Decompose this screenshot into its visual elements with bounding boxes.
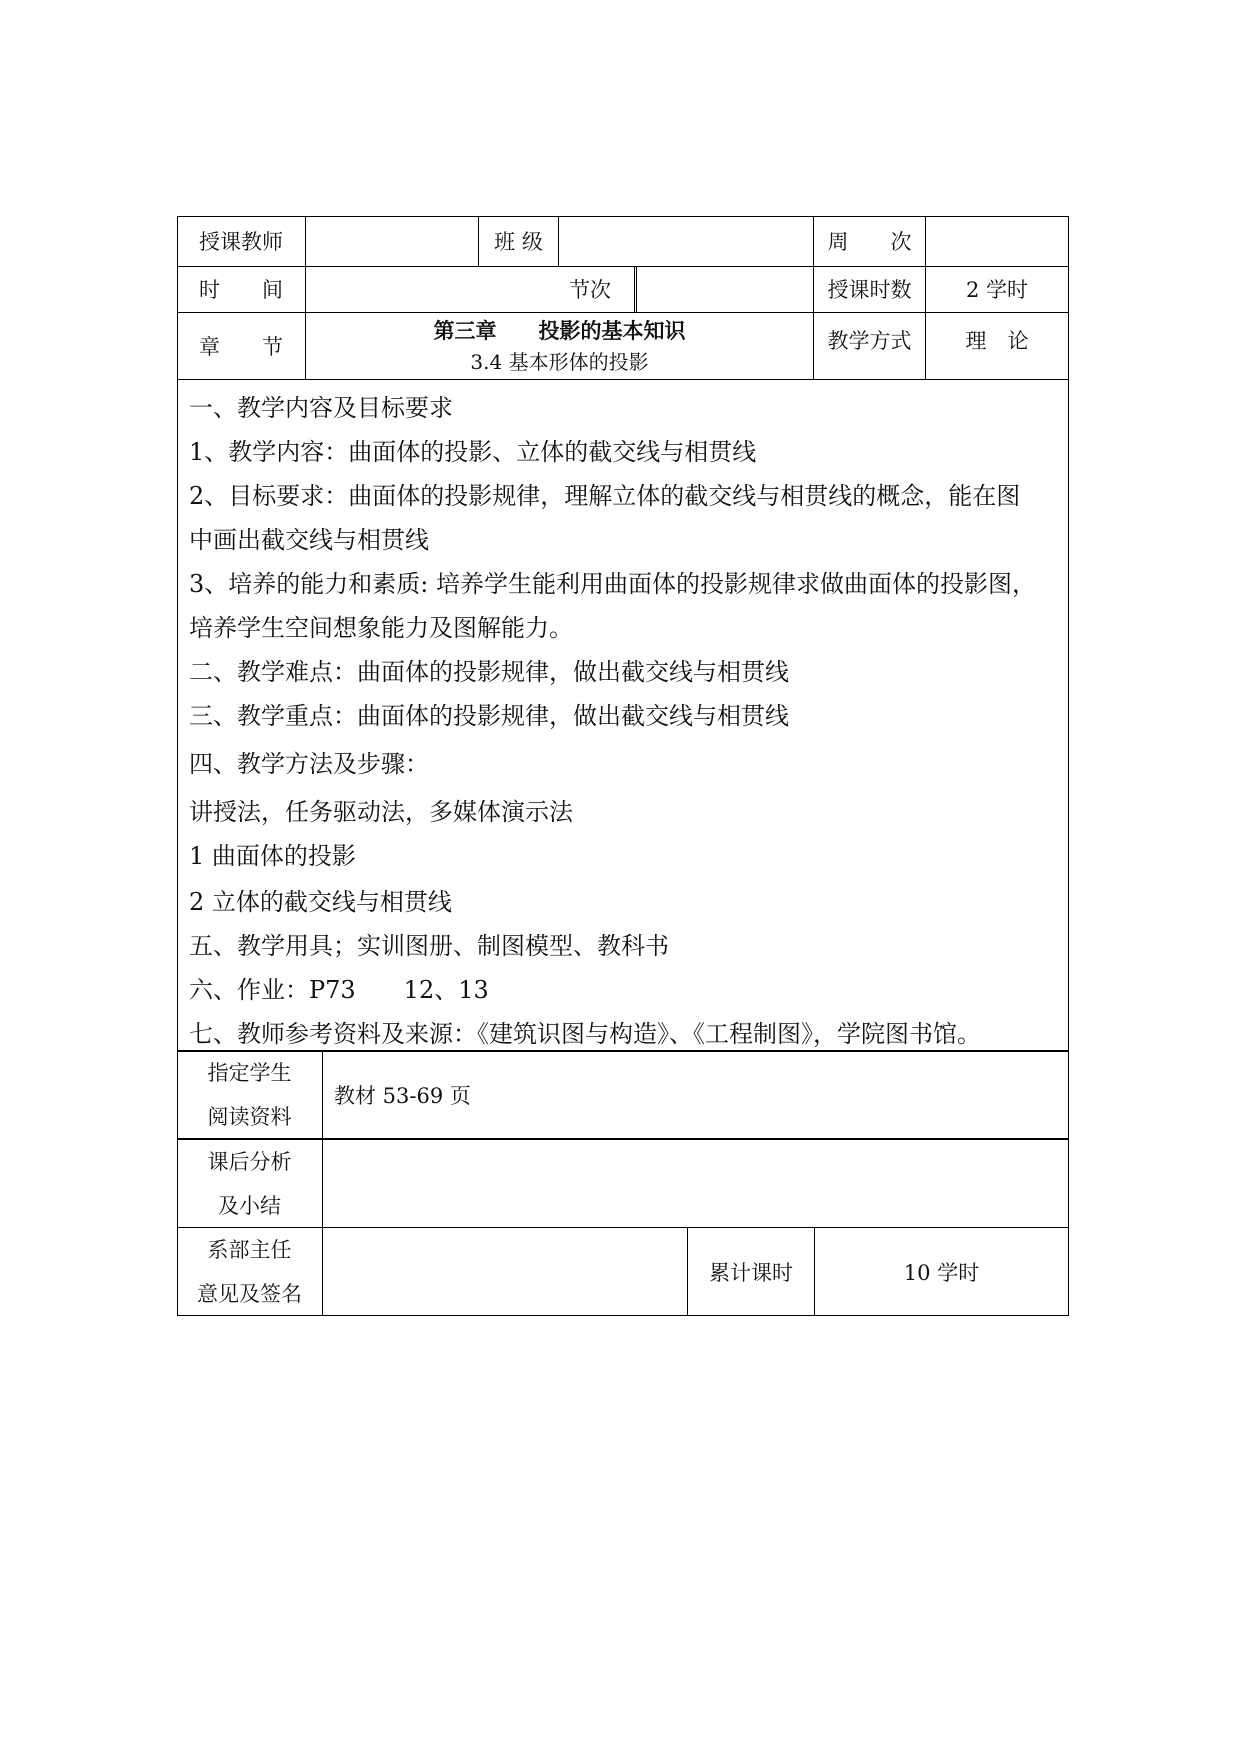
week-field[interactable] [926,216,1068,266]
class-field[interactable] [559,216,813,266]
class-label: 班 级 [494,230,543,254]
total-hours-label: 累计课时 [709,1260,793,1285]
content-line: 1、教学内容：曲面体的投影、立体的截交线与相贯线 [189,438,757,466]
hours-value: 2 学时 [965,278,1029,302]
session-label: 节次 [569,278,611,302]
method-label: 教学方式 [827,329,912,353]
total-hours-value: 10 学时 [903,1260,980,1285]
table-border-bottom [177,1315,1069,1316]
col-divider [634,266,635,312]
teaching-content [189,386,1064,1056]
reading-value: 教材 53-69 页 [334,1084,471,1108]
content-line: 1 曲面体的投影 [189,842,356,870]
director-label [177,1228,322,1315]
chapter-subtitle: 3.4 基本形体的投影 [470,349,649,374]
session-field[interactable] [637,266,813,312]
chapter-title: 第三章 投影的基本知识 [433,317,686,343]
method-value: 理 论 [965,329,1029,353]
analysis-label-line: 课后分析 [207,1149,292,1174]
content-line: 培养学生空间想象能力及图解能力。 [189,614,573,642]
content-line: 一、教学内容及目标要求 [189,394,453,422]
time-label: 时 间 [199,278,283,302]
chapter-label: 章 节 [199,334,283,359]
reading-label [177,1052,322,1138]
chapter-title-block [306,312,813,379]
hours-label: 授课时数 [827,278,912,302]
content-line: 二、教学难点：曲面体的投影规律，做出截交线与相贯线 [189,658,789,686]
director-label-line: 系部主任 [207,1237,292,1262]
analysis-label [177,1140,322,1227]
content-line: 六、作业：P73 12、13 [189,976,489,1004]
director-field[interactable] [323,1228,687,1315]
analysis-field[interactable] [334,1140,1054,1227]
content-line: 讲授法，任务驱动法，多媒体演示法 [189,798,573,826]
director-label-line: 意见及签名 [197,1281,302,1306]
lesson-plan-table [177,216,1069,1316]
teacher-field[interactable] [306,216,478,266]
reading-label-line: 阅读资料 [207,1105,292,1129]
content-line: 2 立体的截交线与相贯线 [189,888,452,916]
content-line: 2、目标要求：曲面体的投影规律，理解立体的截交线与相贯线的概念，能在图 [189,482,1021,510]
row-divider [177,379,1069,380]
content-line: 五、教学用具；实训图册、制图模型、教科书 [189,932,669,960]
content-line: 四、教学方法及步骤： [189,750,429,778]
table-border-right [1068,216,1069,1316]
content-line: 中画出截交线与相贯线 [189,526,429,554]
week-label: 周 次 [827,230,912,254]
content-line: 三、教学重点：曲面体的投影规律，做出截交线与相贯线 [189,702,789,730]
time-field[interactable] [306,266,546,312]
content-line: 3、培养的能力和素质: 培养学生能利用曲面体的投影规律求做曲面体的投影图， [189,570,1036,598]
reading-label-line: 指定学生 [207,1061,292,1085]
content-line: 七、教师参考资料及来源：《建筑识图与构造》、《工程制图》，学院图书馆。 [189,1020,981,1048]
teacher-label: 授课教师 [199,230,283,254]
analysis-label-line: 及小结 [218,1193,281,1218]
